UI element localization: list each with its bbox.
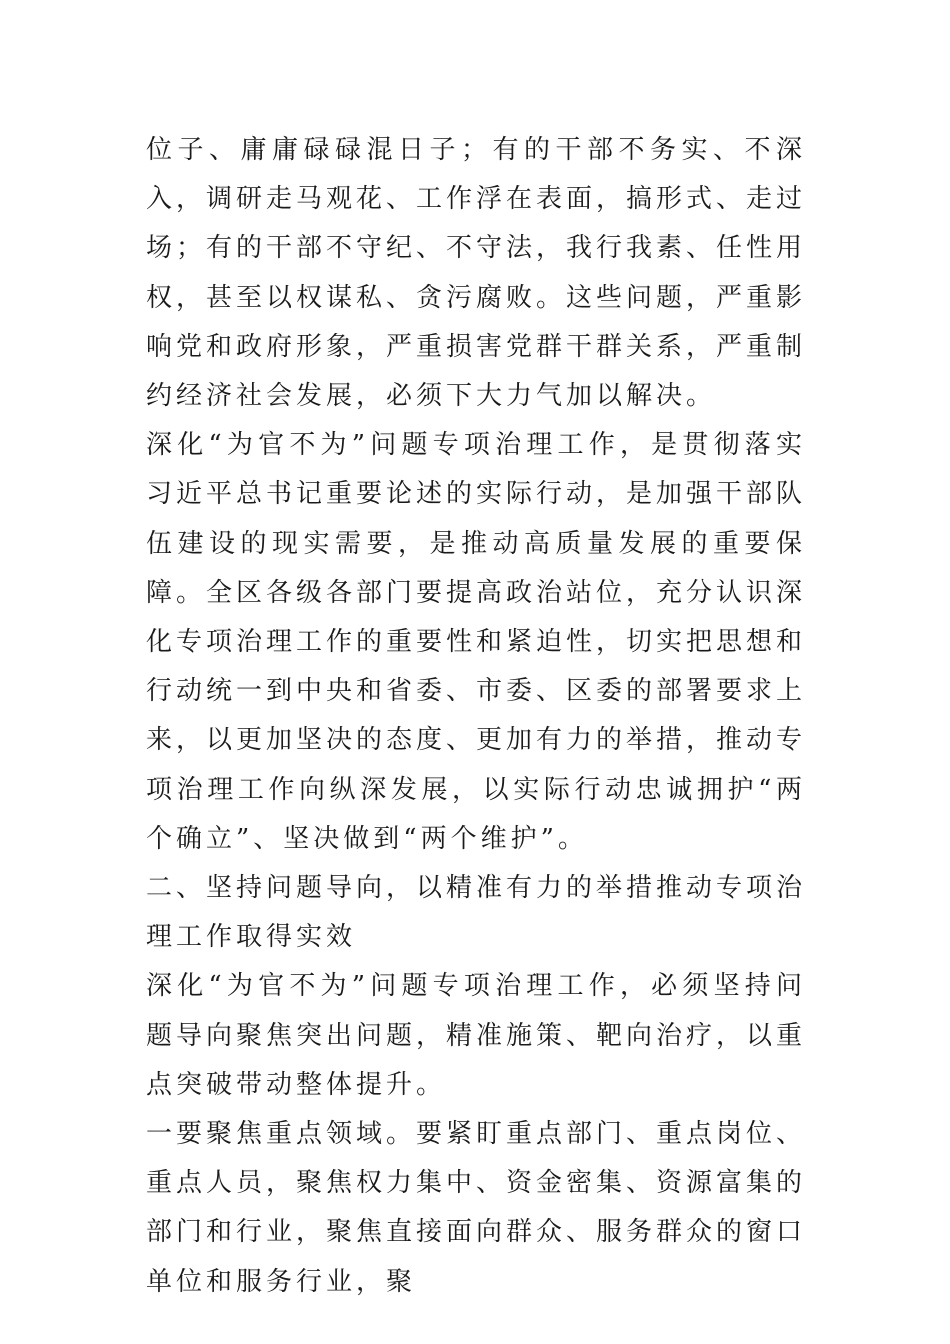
body-paragraph-2: 深化“为官不为”问题专项治理工作，是贯彻落实习近平总书记重要论述的实际行动，是加强干部队伍建设的现实需要，是推动高质量发展的重要保障。全区各级各部门要提高政治站位，充分认识深化专项治理工作的重要性和紧迫性，切实把思想和行动统一到中央和省委、市委、区委的部署要求上来，以更加坚决的态度、更加有力的举措，推动专项治理工作向纵深发展，以实际行动忠诚拥护“两个确立”、坚决做到“两个维护”。: [146, 430, 807, 854]
document-body: [146, 126, 806, 1307]
section-heading-2: 二、坚持问题导向，以精准有力的举措推动专项治理工作取得实效: [146, 873, 807, 953]
body-paragraph-3: 深化“为官不为”问题专项治理工作，必须坚持问题导向聚焦突出问题，精准施策、靶向治疗，以重点突破带动整体提升。: [146, 971, 807, 1100]
body-paragraph-4: 一要聚焦重点领域。要紧盯重点部门、重点岗位、重点人员，聚焦权力集中、资金密集、资源富集的部门和行业，聚焦直接面向群众、服务群众的窗口单位和服务行业，聚: [146, 1119, 807, 1297]
body-paragraph-1: 位子、庸庸碌碌混日子；有的干部不务实、不深入，调研走马观花、工作浮在表面，搞形式、走过场；有的干部不守纪、不守法，我行我素、任性用权，甚至以权谋私、贪污腐败。这些问题，严重影响党和政府形象，严重损害党群干群关系，严重制约经济社会发展，必须下大力气加以解决。: [146, 135, 807, 412]
